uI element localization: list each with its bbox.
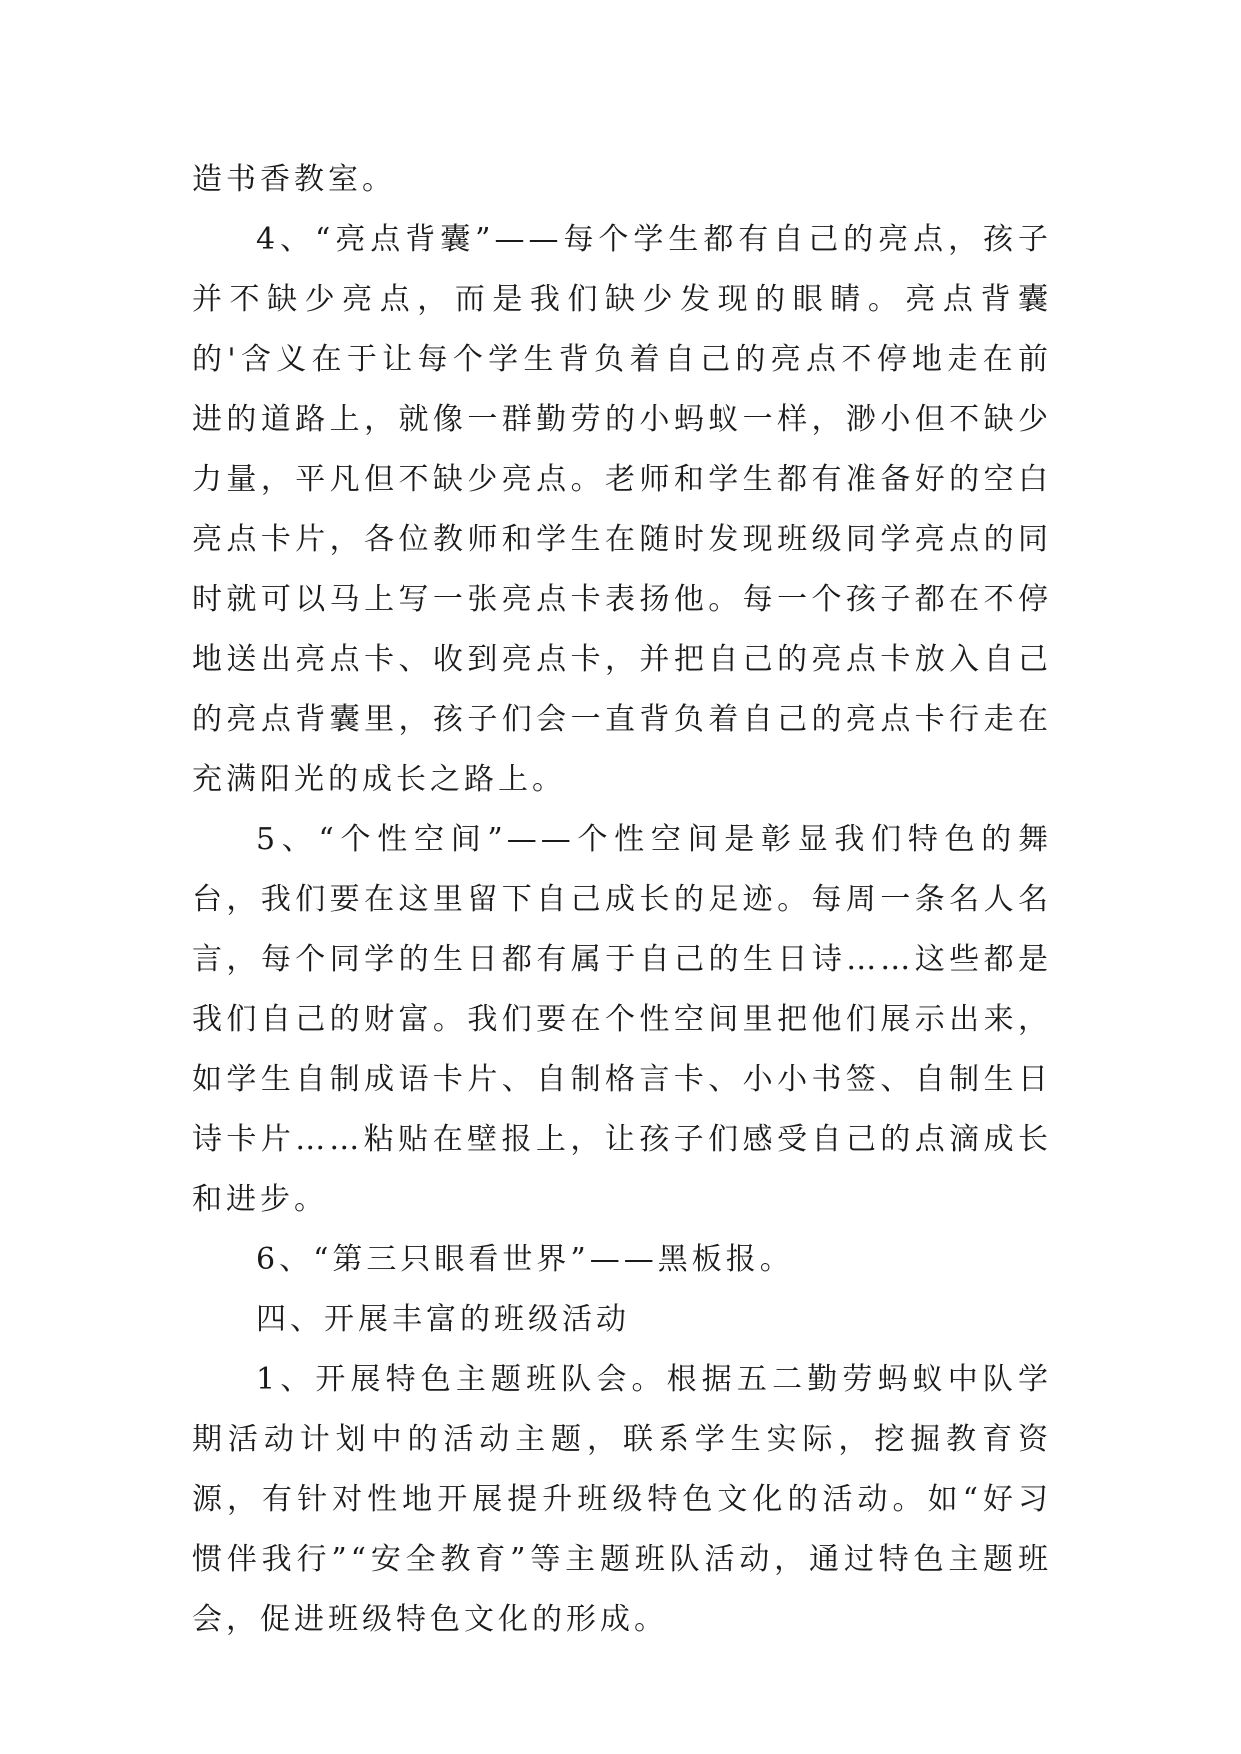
paragraph-blackboard: 6、“第三只眼看世界”——黑板报。 [256, 1242, 794, 1277]
paragraph-continuation: 造书香教室。 [192, 162, 396, 197]
paragraph-highlight-backpack: 4、“亮点背囊”——每个学生都有自己的亮点，孩子并不缺少亮点，而是我们缺少发现的眼睛。亮点背囊的'含义在于让每个学生背负着自己的亮点不停地走在前进的道路上，就像一群勤劳的小蚂蚁一样，渺小但不缺少力量，平凡但不缺少亮点。老师和学生都有准备好的空白亮点卡片，各位教师和学生在随时发现班级同学亮点的同时就可以马上写一张亮点卡表扬他。每一个孩子都在不停地送出亮点卡、收到亮点卡，并把自己的亮点卡放入自己的亮点背囊里，孩子们会一直背负着自己的亮点卡行走在充满阳光的成长之路上。 [192, 222, 1052, 797]
document-body [192, 150, 1052, 1650]
paragraph-personal-space: 5、“个性空间”——个性空间是彰显我们特色的舞台，我们要在这里留下自己成长的足迹。每周一条名人名言，每个同学的生日都有属于自己的生日诗……这些都是我们自己的财富。我们要在个性空间里把他们展示出来，如学生自制成语卡片、自制格言卡、小小书签、自制生日诗卡片……粘贴在壁报上，让孩子们感受自己的点滴成长和进步。 [192, 822, 1052, 1217]
paragraph-theme-meetings: 1、开展特色主题班队会。根据五二勤劳蚂蚁中队学期活动计划中的活动主题，联系学生实际，挖掘教育资源，有针对性地开展提升班级特色文化的活动。如“好习惯伴我行”“安全教育”等主题班队活动，通过特色主题班会，促进班级特色文化的形成。 [192, 1362, 1052, 1637]
section-heading-class-activities: 四、开展丰富的班级活动 [256, 1302, 630, 1337]
